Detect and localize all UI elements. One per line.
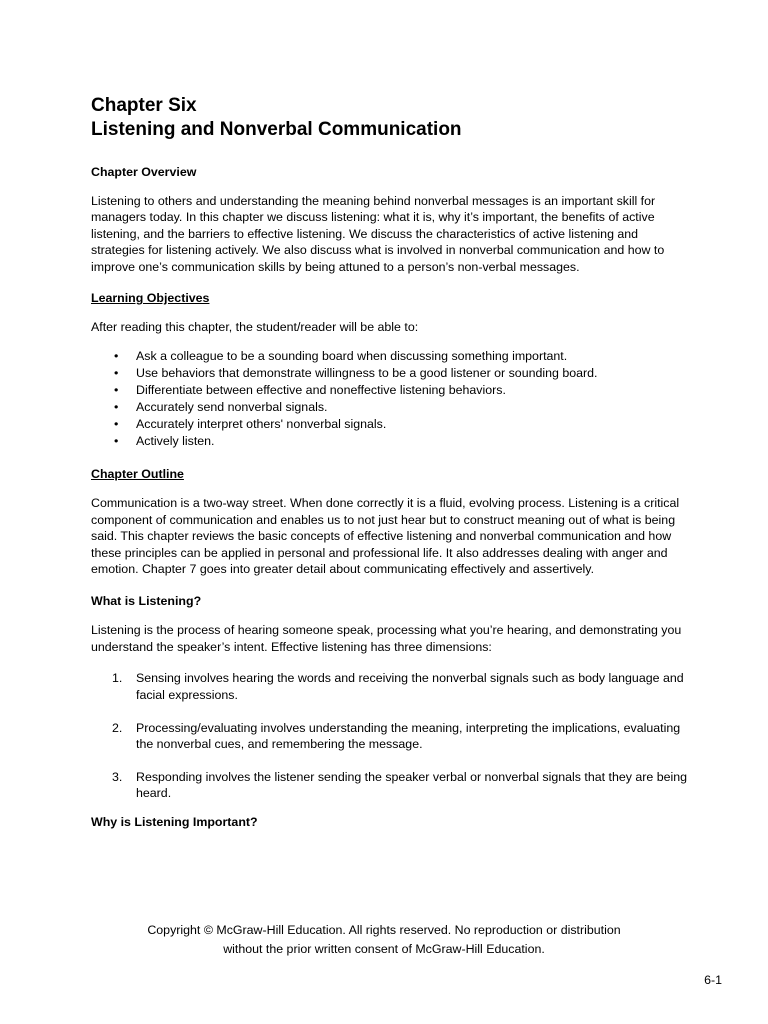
dimension-text: Processing/evaluating involves understanding the meaning, interpreting the implications, evaluating the nonverbal cues, and remembering the message.	[136, 720, 681, 751]
overview-heading: Chapter Overview	[91, 165, 197, 179]
importance-heading: Why is Listening Important?	[91, 814, 258, 829]
copyright-line-1: Copyright © McGraw-Hill Education. All rights reserved. No reproduction or distribution	[147, 923, 621, 937]
objective-item: • Ask a colleague to be a sounding board when discussing something important.	[91, 348, 691, 365]
dimension-text: Sensing involves hearing the words and receiving the nonverbal signals such as body language and facial expressions.	[136, 671, 684, 702]
copyright-line-2: without the prior written consent of McGraw-Hill Education.	[223, 942, 545, 956]
overview-paragraph: Listening to others and understanding the meaning behind nonverbal messages is an important skill for managers today. In this chapter we discuss listening: what it is, why it’s important, the benefits of active listening, and the barriers to effective listening. We discuss the characteristics of active listening and strategies for listening actively. We also discuss what is involved in nonverbal communication and how to improve one’s communication skills by being attuned to a person’s non-verbal messages.	[91, 194, 665, 274]
chapter-number: Chapter Six	[91, 95, 197, 116]
objectives-intro: After reading this chapter, the student/reader will be able to:	[91, 320, 419, 335]
objective-item: • Accurately send nonverbal signals.	[91, 399, 691, 416]
page-number: 6-1	[704, 973, 722, 987]
dimension-item	[91, 720, 691, 753]
objective-item: • Differentiate between effective and noneffective listening behaviors.	[91, 382, 691, 399]
dimension-text: Responding involves the listener sending the speaker verbal or nonverbal signals that they are being heard.	[136, 769, 688, 801]
dimension-item	[91, 769, 691, 802]
objective-item: • Actively listen.	[91, 433, 691, 450]
objective-item: • Accurately interpret others' nonverbal signals.	[91, 416, 691, 433]
dimensions-list	[91, 670, 691, 801]
dimension-number: 3.	[112, 769, 123, 784]
page-content	[91, 94, 691, 830]
outline-heading: Chapter Outline	[91, 467, 184, 482]
listening-paragraph: Listening is the process of hearing someone speak, processing what you’re hearing, and demonstrating you understand the speaker’s intent. Effective listening has three dimensions:	[91, 623, 682, 654]
objectives-heading: Learning Objectives	[91, 291, 210, 306]
chapter-name: Listening and Nonverbal Communication	[91, 119, 462, 140]
dimension-item	[91, 670, 691, 703]
listening-heading: What is Listening?	[91, 594, 202, 609]
objective-item: • Use behaviors that demonstrate willingness to be a good listener or sounding board.	[91, 365, 691, 382]
chapter-title	[91, 94, 691, 142]
dimension-number: 2.	[112, 720, 123, 735]
outline-paragraph: Communication is a two-way street. When done correctly it is a fluid, evolving process. Listening is a critical component of communication and enables us to not just hear but to construct meaning out of what is being said. This chapter reviews the basic concepts of effective listening and nonverbal communication and how these principles can be applied in personal and professional life. It also addresses dealing with anger and emotion. Chapter 7 goes into greater detail about communicating effectively and assertively.	[91, 496, 680, 577]
dimension-number: 1.	[112, 671, 123, 686]
copyright-footer	[110, 921, 658, 959]
objectives-list	[91, 348, 691, 450]
